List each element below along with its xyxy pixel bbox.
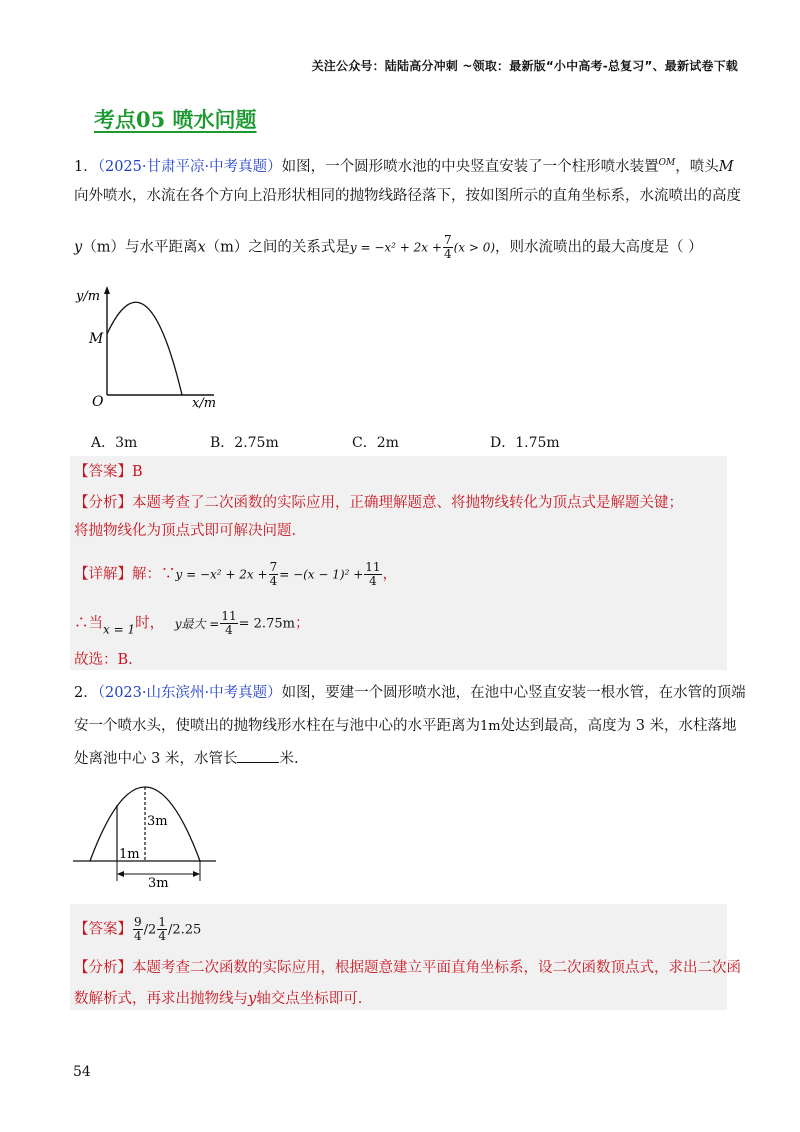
q2-text-1: 如图，要建一个圆形喷水池，在池中心竖直安装一根水管，在水管的顶端 [281,685,746,701]
answer-sep-1: / [143,922,149,938]
q1-option-a[interactable] [91,432,137,452]
answer-decimal: /2.25 [167,922,202,938]
q2-text-2b: 处达到最高，高度为 3 米，水柱落地 [500,718,737,734]
q2-line-1 [74,683,746,703]
answer-frac-1 [133,916,143,943]
q1-analysis-2: 将抛物线化为顶点式即可解决问题. [74,523,297,539]
page-header: 关注公众号：陆陆高分冲刺 ~领取：最新版“小中高考-总复习”、最新试卷下载 [311,59,738,73]
arrow-left-icon [117,871,124,877]
q1-option-d[interactable] [490,432,560,452]
q1-line-1 [74,153,734,177]
distance-label: 1m [119,847,140,862]
analysis-tag: 【分析】 [74,495,132,511]
q1-option-c[interactable] [352,432,399,452]
answer-value: B [132,464,143,480]
q2-line-3 [74,748,299,769]
q1-text-3a: （m）与水平距离 [82,239,198,256]
q2-line-2 [74,716,737,737]
detail-vertex-form: = −(x − 1)² + [279,567,364,582]
answer-tag: 【答案】 [74,464,132,480]
detail-end: ， [382,566,398,583]
q2-text-3a: 处离池中心 3 米，水管长 [74,751,238,767]
q1-text-1: 如图，一个圆形喷水池的中央竖直安装了一个柱形喷水装置 [281,158,659,175]
q2-analysis-2 [74,989,362,1009]
q1-om: OM [658,158,676,168]
analysis-text-1: 本题考查二次函数的实际应用，根据题意建立平面直角坐标系，设二次函数顶点式，求出二次函 [132,960,741,976]
q1-number: 1． [74,158,98,175]
point-m-label: M [89,331,104,347]
arrow-right-icon [193,871,200,877]
q1-analysis-1 [74,493,683,513]
y-axis-label: y/m [76,289,101,304]
q2-source[interactable]: （2023·山东滨州·中考真题） [97,685,282,701]
detail-frac-2-den: 4 [369,574,377,588]
ymax-frac [220,610,237,637]
analysis-text-1: 本题考查了二次函数的实际应用，正确理解题意、将抛物线转化为顶点式是解题关键； [132,495,683,511]
q1-fraction [443,234,453,261]
answer-mixed-int: 2 [148,922,157,938]
q2-text-3b: 米. [279,751,299,767]
q1-var-x: x [197,239,206,256]
section-title: 考点05 喷水问题 [94,107,257,132]
q2-number: 2． [74,685,98,701]
q1-answer [74,462,143,482]
q2-distance: 1m [480,719,501,734]
q1-line-3 [74,234,703,261]
x-axis-label: x/m [192,396,217,411]
when-prefix: ∴当 [74,615,103,632]
q1-frac-num: 7 [443,233,452,247]
analysis-text-2a: 数解析式，再求出抛物线与 [74,991,248,1007]
detail-frac-2 [364,561,381,588]
option-d-label: D． [490,435,516,451]
origin-label: O [92,394,104,410]
ymax-label: y最大 = [174,616,220,631]
option-d-value: 1.75m [515,435,560,451]
q1-text-1-tail: ，喷头 [675,158,719,175]
answer-frac-2 [157,916,167,943]
ymax-frac-den: 4 [225,623,233,637]
detail-prefix: 解：∵ [132,566,176,583]
ymax-end: ； [294,615,310,632]
detail-tag: 【详解】 [74,566,132,583]
q1-frac-den: 4 [443,247,452,261]
q1-line-2: 向外喷水，水流在各个方向上沿形状相同的抛物线路径落下，按如图所示的直角坐标系，水流喷出的高度 [74,188,741,204]
q1-source[interactable]: （2025·甘肃平凉·中考真题） [97,158,282,175]
q1-detail [74,561,397,588]
span-label: 3m [148,876,169,891]
option-a-value: 3m [115,435,138,451]
detail-frac-1-den: 4 [269,574,278,588]
analysis-tag: 【分析】 [74,960,132,976]
option-b-value: 2.75m [234,435,279,451]
q1-text-3b: （m）之间的关系式是 [205,239,350,256]
q2-text-2a: 安一个喷水头，使喷出的抛物线形水柱在与池中心的水平距离为 [74,718,480,734]
q1-option-b[interactable] [210,432,279,452]
analysis-text-2b: 轴交点坐标即可. [256,991,363,1007]
detail-frac-1 [269,561,279,588]
answer-tag: 【答案】 [74,921,132,938]
page-number: 54 [73,1064,91,1080]
q1-text-3-end: ，则水流喷出的最大高度是（ ） [495,239,703,256]
q1-figure [74,283,234,413]
detail-frac-1-num: 7 [269,560,278,574]
option-c-label: C． [352,435,377,451]
q1-condition: (x > 0) [453,240,496,255]
answer-frac-1-den: 4 [134,929,142,943]
detail-formula: y = −x² + 2x + [175,567,268,582]
height-label: 3m [147,814,168,829]
ymax-frac-num: 11 [221,609,237,623]
when-x: x = 1 [103,622,136,637]
answer-frac-1-num: 9 [134,915,142,929]
when-suffix: 时， [135,615,165,632]
q1-m: M [718,158,734,175]
option-c-value: 2m [376,435,399,451]
q2-answer [74,916,201,943]
q2-figure [70,773,230,893]
answer-frac-2-den: 4 [158,929,166,943]
answer-frac-2-num: 1 [158,915,166,929]
analysis-var-y: y [248,991,257,1007]
q1-when [74,610,309,640]
q2-analysis-1 [74,958,741,978]
option-a-label: A． [91,435,116,451]
option-b-label: B． [210,435,235,451]
q1-var-y: y [74,239,83,256]
q1-parabola [107,302,182,395]
detail-frac-2-num: 11 [365,560,381,574]
q2-answer-blank[interactable] [237,748,279,763]
q1-formula: y = −x² + 2x + [349,240,442,255]
y-axis-arrow-icon [104,286,110,294]
q1-choose: 故选：B. [74,652,133,668]
ymax-value: = 2.75m [238,616,295,632]
